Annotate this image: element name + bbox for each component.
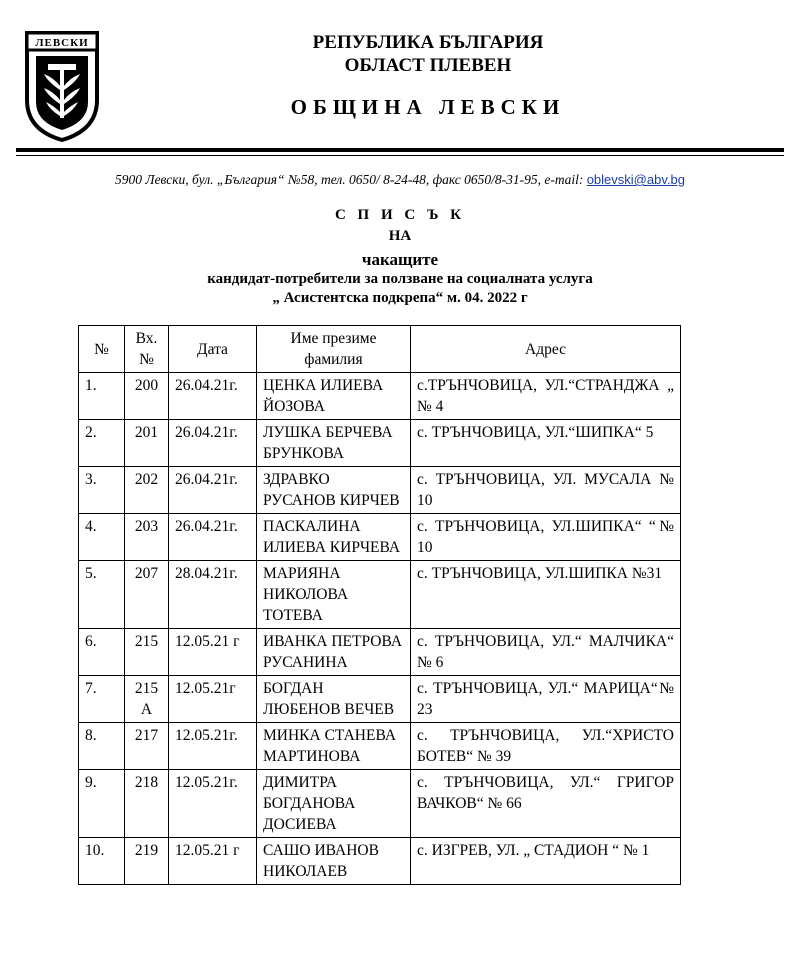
cell-name: ЦЕНКА ИЛИЕВА ЙОЗОВА	[257, 373, 411, 420]
cell-no: 1.	[79, 373, 125, 420]
table-row	[79, 420, 681, 467]
cell-in-no: 215 А	[125, 676, 169, 723]
col-header-address: Адрес	[411, 326, 681, 373]
cell-no: 4.	[79, 514, 125, 561]
cell-no: 10.	[79, 838, 125, 885]
col-header-in-no: Вх. №	[125, 326, 169, 373]
cell-name: ЗДРАВКО РУСАНОВ КИРЧЕВ	[257, 467, 411, 514]
table-row	[79, 676, 681, 723]
cell-address: с. ТРЪНЧОВИЦА, УЛ.“ ГРИГОР ВАЧКОВ“ № 66	[411, 770, 681, 838]
table-row	[79, 770, 681, 838]
cell-no: 8.	[79, 723, 125, 770]
cell-address: с. ТРЪНЧОВИЦА, УЛ.“ МАРИЦА“№ 23	[411, 676, 681, 723]
cell-in-no: 207	[125, 561, 169, 629]
cell-in-no: 202	[125, 467, 169, 514]
header-municipality: ОБЩИНА ЛЕВСКИ	[290, 95, 566, 119]
cell-date: 12.05.21г.	[169, 723, 257, 770]
cell-address: с. ИЗГРЕВ, УЛ. „ СТАДИОН “ № 1	[411, 838, 681, 885]
header-divider-thin	[16, 155, 784, 156]
cell-in-no: 219	[125, 838, 169, 885]
cell-in-no: 215	[125, 629, 169, 676]
cell-date: 12.05.21 г	[169, 838, 257, 885]
cell-date: 12.05.21 г	[169, 629, 257, 676]
cell-name: ДИМИТРА БОГДАНОВА ДОСИЕВА	[257, 770, 411, 838]
table-row	[79, 561, 681, 629]
table-row	[79, 723, 681, 770]
cell-name: ИВАНКА ПЕТРОВА РУСАНИНА	[257, 629, 411, 676]
title-service: „ Асистентска подкрепа“ м. 04. 2022 г	[272, 290, 528, 306]
cell-address: с. ТРЪНЧОВИЦА, УЛ.“ШИПКА“ 5	[411, 420, 681, 467]
header-divider-thick	[16, 148, 784, 152]
cell-name: ЛУШКА БЕРЧЕВА БРУНКОВА	[257, 420, 411, 467]
crest-text: ЛЕВСКИ	[35, 37, 89, 49]
cell-address: с. ТРЪНЧОВИЦА, УЛ.ШИПКА“ “№ 10	[411, 514, 681, 561]
cell-no: 6.	[79, 629, 125, 676]
cell-name: БОГДАН ЛЮБЕНОВ ВЕЧЕВ	[257, 676, 411, 723]
col-header-name: Име презиме фамилия	[257, 326, 411, 373]
cell-name: МИНКА СТАНЕВА МАРТИНОВА	[257, 723, 411, 770]
cell-address: с. ТРЪНЧОВИЦА, УЛ.ШИПКА №31	[411, 561, 681, 629]
table-row	[79, 373, 681, 420]
cell-address: с. ТРЪНЧОВИЦА, УЛ. МУСАЛА № 10	[411, 467, 681, 514]
title-on: НА	[388, 228, 412, 244]
cell-in-no: 200	[125, 373, 169, 420]
table-row	[79, 514, 681, 561]
cell-no: 2.	[79, 420, 125, 467]
title-list: С П И С Ъ К	[334, 207, 466, 223]
contact-line	[0, 172, 800, 188]
table-row	[79, 467, 681, 514]
cell-address: с. ТРЪНЧОВИЦА, УЛ.“ХРИСТО БОТЕВ“ № 39	[411, 723, 681, 770]
cell-no: 7.	[79, 676, 125, 723]
col-header-no: №	[79, 326, 125, 373]
waiting-list-table	[78, 325, 681, 885]
email-link[interactable]: oblevski@abv.bg	[586, 172, 685, 187]
cell-address: с.ТРЪНЧОВИЦА, УЛ.“СТРАНДЖА „ № 4	[411, 373, 681, 420]
cell-in-no: 203	[125, 514, 169, 561]
cell-date: 26.04.21г.	[169, 373, 257, 420]
cell-no: 9.	[79, 770, 125, 838]
col-header-date: Дата	[169, 326, 257, 373]
cell-no: 5.	[79, 561, 125, 629]
table-header-row	[79, 326, 681, 373]
cell-date: 12.05.21г.	[169, 770, 257, 838]
cell-date: 12.05.21г	[169, 676, 257, 723]
cell-address: с. ТРЪНЧОВИЦА, УЛ.“ МАЛЧИКА“ № 6	[411, 629, 681, 676]
title-candidates: кандидат-потребители за ползване на социалната услуга	[207, 271, 593, 287]
cell-date: 28.04.21г.	[169, 561, 257, 629]
header-region: ОБЛАСТ ПЛЕВЕН	[344, 55, 512, 76]
header-country: РЕПУБЛИКА БЪЛГАРИЯ	[312, 32, 544, 53]
table-row	[79, 838, 681, 885]
cell-name: МАРИЯНА НИКОЛОВА ТОТЕВА	[257, 561, 411, 629]
cell-name: САШО ИВАНОВ НИКОЛАЕВ	[257, 838, 411, 885]
cell-date: 26.04.21г.	[169, 420, 257, 467]
cell-date: 26.04.21г.	[169, 467, 257, 514]
contact-text: 5900 Левски, бул. „България“ №58, тел. 0650/ 8-24-48, факс 0650/8-31-95, e-mail:	[115, 172, 587, 187]
municipality-crest-icon	[24, 30, 100, 142]
cell-in-no: 218	[125, 770, 169, 838]
title-waiting: чакащите	[361, 250, 439, 269]
cell-in-no: 217	[125, 723, 169, 770]
cell-no: 3.	[79, 467, 125, 514]
cell-date: 26.04.21г.	[169, 514, 257, 561]
cell-name: ПАСКАЛИНА ИЛИЕВА КИРЧЕВА	[257, 514, 411, 561]
table-row	[79, 629, 681, 676]
cell-in-no: 201	[125, 420, 169, 467]
